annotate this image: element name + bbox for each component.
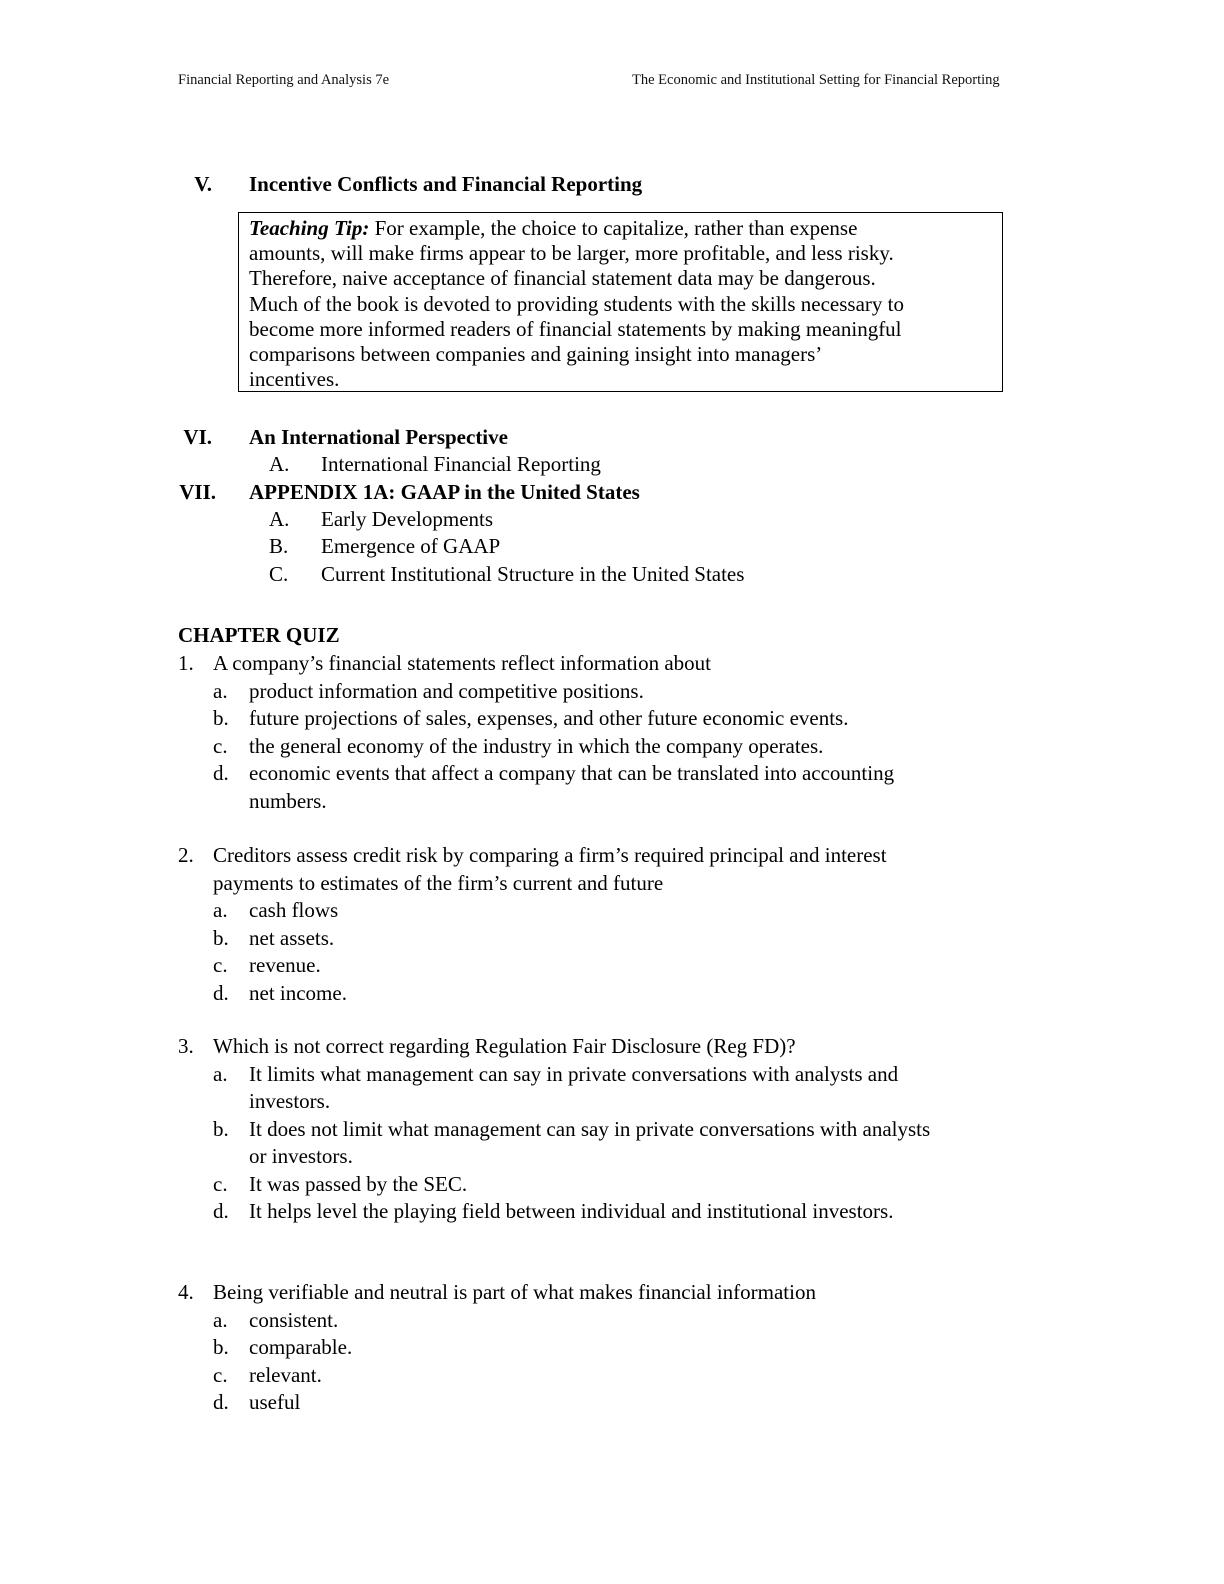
outline-letter: C. [269,562,289,586]
question-number: 4. [178,1280,194,1304]
answer-option [213,678,1038,706]
answer-option [213,1307,1038,1335]
teaching-tip-line-1 [249,216,992,241]
answer-option [213,733,1038,761]
answer-option [213,1334,1038,1362]
running-header-right: The Economic and Institutional Setting for Financial Reporting [632,72,1000,88]
quiz-question-4 [178,1279,1038,1417]
answer-option [213,925,1038,953]
answer-option [213,1389,1038,1417]
option-text: economic events that affect a company that can be translated into accounting [249,761,895,785]
option-text: relevant. [249,1362,322,1387]
option-letter: c. [213,733,228,758]
section-title: Incentive Conflicts and Financial Reporting [249,172,643,196]
teaching-tip-line-6: comparisons between companies and gaining insight into managers’ [249,342,823,367]
section-number: VI. [183,425,212,449]
answer-option [213,952,1038,980]
question-text: Creditors assess credit risk by comparing a firm’s required principal and interest [213,843,887,867]
teaching-tip-label: Teaching Tip: [249,216,370,240]
outline-text: Current Institutional Structure in the United States [321,562,745,586]
teaching-tip-line-7: incentives. [249,367,340,392]
outline-text: International Financial Reporting [321,452,601,476]
section-number: V. [194,172,212,196]
option-text: net assets. [249,925,335,950]
option-text: It helps level the playing field between individual and institutional investors. [249,1199,894,1223]
option-text: cash flows [249,898,339,922]
question-text: Being verifiable and neutral is part of what makes financial information [213,1280,816,1304]
option-text: comparable. [249,1335,353,1359]
teaching-tip-line-5: become more informed readers of financial statements by making meaningful [249,316,902,341]
option-letter: a. [213,1307,228,1332]
quiz-question-3 [178,1033,1038,1226]
option-letter: d. [213,1390,229,1414]
option-text: revenue. [249,953,321,977]
teaching-tip-line-4: Much of the book is devoted to providing students with the skills necessary to [249,291,904,316]
answer-option [213,1198,1038,1226]
answer-option [213,897,1038,925]
option-letter: b. [213,1335,229,1359]
option-text-cont: investors. [249,1089,331,1113]
question-text: A company’s financial statements reflect information about [213,651,712,675]
section-title: An International Perspective [249,425,508,449]
question-number: 2. [178,843,194,867]
option-letter: d. [213,761,229,785]
option-text: consistent. [249,1307,339,1332]
outline-text: Early Developments [321,507,494,531]
option-letter: c. [213,1171,228,1196]
option-text: It was passed by the SEC. [249,1171,468,1196]
chapter-quiz-title: CHAPTER QUIZ [178,623,340,647]
answer-option [213,1116,1038,1171]
option-text: useful [249,1390,301,1414]
question-number: 1. [178,651,194,675]
option-text-cont: numbers. [249,788,327,813]
outline-letter: A. [269,507,290,531]
option-letter: d. [213,980,229,1005]
option-letter: b. [213,925,229,950]
running-header-left: Financial Reporting and Analysis 7e [178,72,390,88]
teaching-tip-text: For example, the choice to capitalize, rather than expense [369,216,858,240]
option-text: It does not limit what management can say in private conversations with analysts [249,1116,931,1141]
quiz-question-2 [178,842,1038,1007]
quiz-question-1 [178,650,1038,815]
option-text: product information and competitive positions. [249,678,644,703]
answer-option [213,705,1038,733]
answer-option [213,980,1038,1008]
outline-letter: A. [269,452,290,476]
option-letter: b. [213,1116,229,1141]
teaching-tip-box [238,212,1003,392]
section-title: APPENDIX 1A: GAAP in the United States [249,480,640,504]
answer-option [213,1061,1038,1116]
question-text-cont: payments to estimates of the firm’s current and future [213,870,664,895]
option-text: net income. [249,980,347,1005]
answer-option [213,1362,1038,1390]
option-letter: a. [213,898,228,922]
option-text: the general economy of the industry in which the company operates. [249,733,824,758]
answer-option [213,1171,1038,1199]
option-letter: c. [213,953,228,977]
question-number: 3. [178,1034,194,1058]
option-text: It limits what management can say in private conversations with analysts and [249,1061,899,1086]
teaching-tip-line-3: Therefore, naive acceptance of financial statement data may be dangerous. [249,266,876,291]
option-letter: b. [213,706,229,730]
option-text-cont: or investors. [249,1144,353,1168]
outline-letter: B. [269,534,289,558]
option-letter: c. [213,1362,228,1387]
option-letter: d. [213,1199,229,1223]
answer-option [213,760,1038,815]
option-letter: a. [213,678,228,703]
section-number: VII. [179,480,216,504]
outline-text: Emergence of GAAP [321,534,501,558]
option-text: future projections of sales, expenses, and other future economic events. [249,706,849,730]
question-text: Which is not correct regarding Regulation Fair Disclosure (Reg FD)? [213,1034,796,1058]
option-letter: a. [213,1061,228,1086]
teaching-tip-line-2: amounts, will make firms appear to be larger, more profitable, and less risky. [249,241,894,266]
